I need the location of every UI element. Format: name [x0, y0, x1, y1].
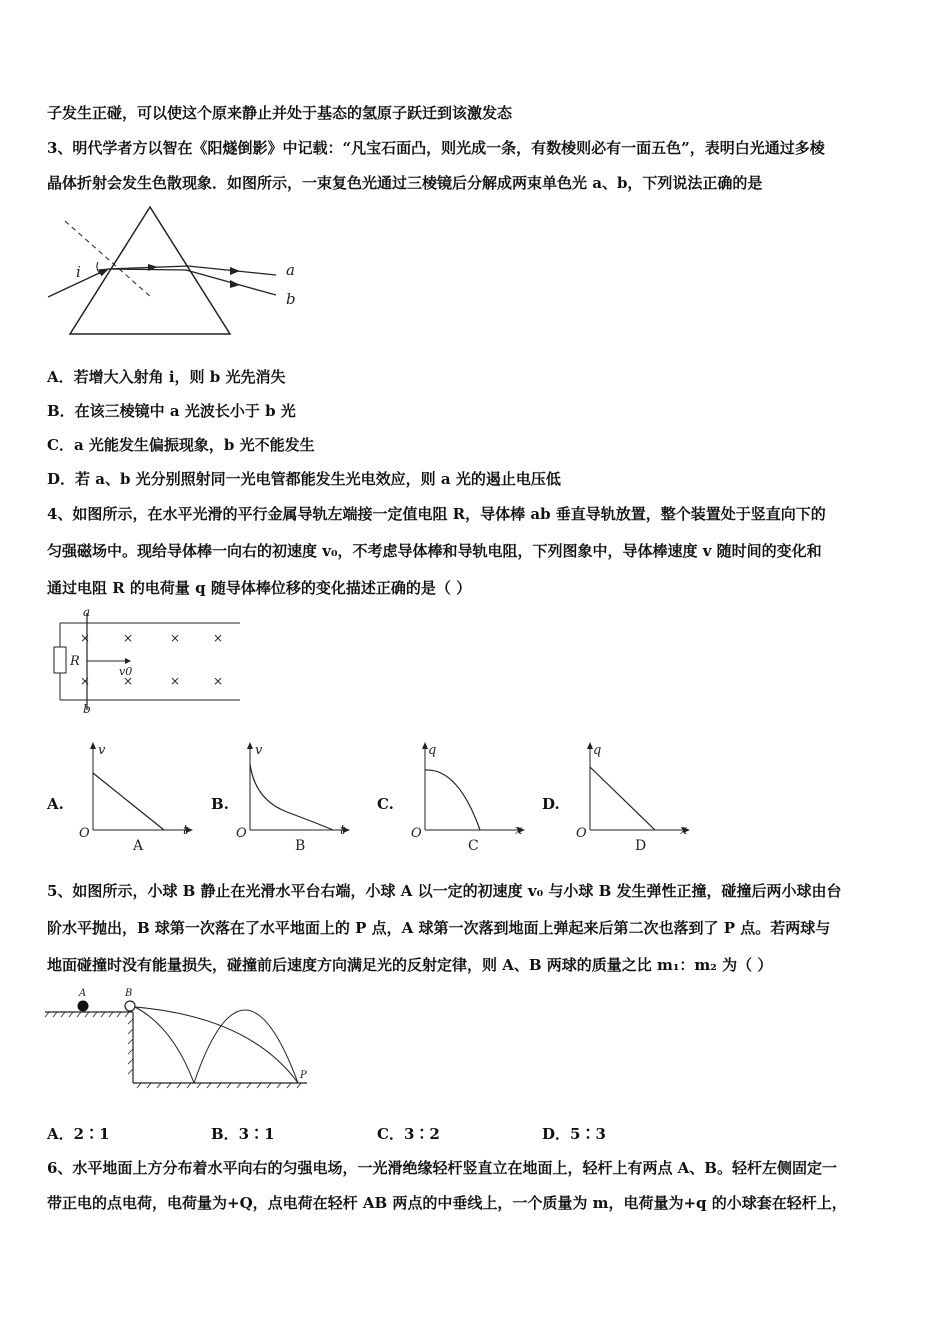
ball-b-label: B	[125, 988, 133, 999]
graph-c-caption: C	[468, 838, 479, 854]
resistor	[54, 647, 66, 673]
incident-angle-label: i	[76, 263, 81, 281]
graph-c-curve	[425, 770, 480, 830]
trajectory-a-bounce	[194, 1010, 298, 1083]
graph-b-curve	[250, 764, 333, 830]
graph-a-curve	[93, 773, 164, 830]
graph-c-ylabel: q	[428, 743, 437, 758]
q5-option-b: B．3∶1	[211, 1125, 275, 1143]
graph-c-origin: O	[411, 826, 422, 841]
q4-text-line1: 4、如图所示，在水平光滑的平行金属导轨左端接一定值电阻 R，导体棒 ab 垂直导轨放置，整个装置处于竖直向下的	[47, 505, 826, 523]
graph-a-origin: O	[79, 826, 90, 841]
field-cross: ×	[123, 674, 134, 688]
graph-a-caption: A	[133, 838, 144, 854]
ball-a	[78, 1001, 89, 1012]
graph-d-caption: D	[635, 838, 647, 854]
point-p-label: P	[300, 1070, 307, 1081]
q4-graph-a	[78, 740, 198, 855]
intro-text: 子发生正碰，可以使这个原来静止并处于基态的氢原子跃迁到该激发态	[47, 104, 513, 122]
graph-b-origin: O	[236, 826, 247, 841]
field-cross: ×	[170, 631, 181, 645]
field-cross: ×	[213, 631, 224, 645]
graph-a-xlabel: t	[183, 823, 189, 838]
q3-text-line1: 3、明代学者方以智在《阳燧倒影》中记载：“凡宝石面凸，则光成一条，有数棱则必有一面五色”，表明白光通过多棱	[47, 139, 825, 157]
rod-bottom-label: b	[83, 702, 91, 716]
q3-option-d: D．若 a、b 光分别照射同一光电管都能发生光电效应，则 a 光的遏止电压低	[47, 470, 561, 488]
field-cross: ×	[123, 631, 134, 645]
field-cross: ×	[213, 674, 224, 688]
graph-b-caption: B	[295, 838, 306, 854]
q5-option-a: A．2∶1	[47, 1125, 110, 1143]
ray-b-label: b	[286, 290, 296, 308]
q4-option-b-label: B.	[211, 795, 229, 813]
graph-d-curve	[590, 767, 655, 830]
rod-top-label: a	[83, 605, 91, 619]
q4-graph-d	[575, 740, 695, 855]
field-cross: ×	[170, 674, 181, 688]
q5-option-c: C．3∶2	[377, 1125, 440, 1143]
prism	[70, 207, 230, 334]
resistor-label: R	[70, 654, 80, 669]
velocity-label: v0	[119, 665, 133, 678]
graph-b-xlabel: t	[340, 823, 346, 838]
q3-option-b: B．在该三棱镜中 a 光波长小于 b 光	[47, 402, 296, 420]
field-cross: ×	[80, 674, 91, 688]
q5-text-line1: 5、如图所示，小球 B 静止在光滑水平台右端，小球 A 以一定的初速度 v₀ 与小球 B 发生弹性正撞，碰撞后两小球由台	[47, 882, 842, 900]
graph-a-ylabel: v	[98, 743, 106, 758]
graph-d-xlabel: x	[680, 823, 688, 838]
q4-option-c-label: C.	[377, 795, 394, 813]
trajectory-a-first	[135, 1007, 194, 1083]
q5-text-line2: 阶水平抛出，B 球第一次落在了水平地面上的 P 点，A 球第一次落到地面上弹起来后第二次也落到了 P 点。若两球与	[47, 919, 831, 937]
q4-option-a-label: A.	[47, 795, 64, 813]
q3-option-c: C．a 光能发生偏振现象，b 光不能发生	[47, 436, 315, 454]
projectile-figure	[45, 985, 325, 1095]
ball-b	[125, 1001, 135, 1011]
q4-graph-b	[235, 740, 355, 855]
ray-a-label: a	[286, 261, 295, 279]
q4-option-d-label: D.	[542, 795, 560, 813]
graph-d-ylabel: q	[593, 743, 602, 758]
q5-text-line3: 地面碰撞时没有能量损失，碰撞前后速度方向满足光的反射定律，则 A、B 两球的质量之比 m₁：m₂ 为（ ）	[47, 956, 773, 974]
q5-option-d: D．5∶3	[542, 1125, 606, 1143]
ball-a-label: A	[79, 988, 87, 999]
q4-graph-c	[410, 740, 530, 855]
field-cross: ×	[80, 631, 91, 645]
rail-circuit-figure	[45, 605, 245, 720]
q3-text-line2: 晶体折射会发生色散现象．如图所示，一束复色光通过三棱镜后分解成两束单色光 a、b，下列说法正确的是	[47, 174, 763, 192]
graph-b-ylabel: v	[255, 743, 263, 758]
q4-text-line2: 匀强磁场中。现给导体棒一向右的初速度 v₀，不考虑导体棒和导轨电阻，下列图象中，导体棒速度 v 随时间的变化和	[47, 542, 822, 560]
prism-figure	[40, 200, 320, 345]
q4-text-line3: 通过电阻 R 的电荷量 q 随导体棒位移的变化描述正确的是（ ）	[47, 579, 472, 597]
trajectory-b	[135, 1007, 298, 1083]
graph-d-origin: O	[576, 826, 587, 841]
graph-c-xlabel: x	[515, 823, 523, 838]
q6-text-line1: 6、水平地面上方分布着水平向右的匀强电场，一光滑绝缘轻杆竖直立在地面上，轻杆上有两点 A、B。轻杆左侧固定一	[47, 1159, 837, 1177]
q6-text-line2: 带正电的点电荷，电荷量为+Q，点电荷在轻杆 AB 两点的中垂线上，一个质量为 m，电荷量为+q 的小球套在轻杆上，	[47, 1194, 847, 1212]
q3-option-a: A．若增大入射角 i，则 b 光先消失	[47, 368, 286, 386]
normal-line	[65, 221, 152, 298]
